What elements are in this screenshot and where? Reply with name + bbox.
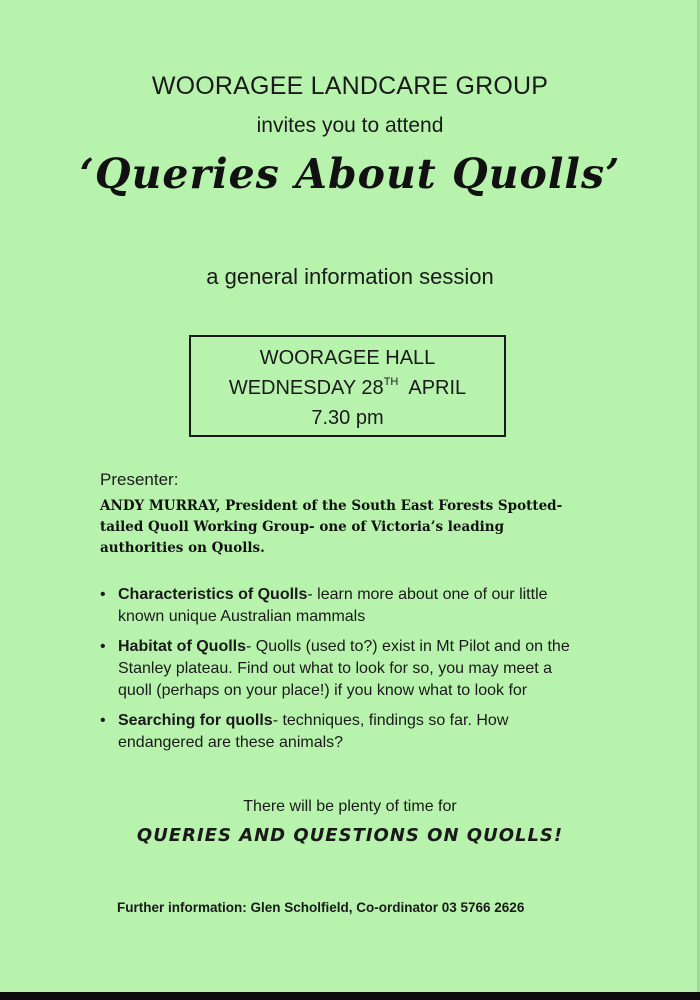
further-information: Further information: Glen Scholfield, Co-ordinator 03 5766 2626 [117, 900, 525, 915]
event-day: WEDNESDAY 28 [228, 377, 384, 399]
bullet-icon: • [100, 638, 106, 655]
event-subtitle: a general information session [206, 264, 494, 289]
event-details-box [189, 335, 506, 437]
list-item [100, 636, 590, 702]
bullet-icon: • [100, 712, 106, 729]
closing-callout: QUERIES AND QUESTIONS ON QUOLLS! [136, 825, 564, 846]
closing-line: There will be plenty of time for [243, 798, 457, 815]
organisation-name: WOORAGEE LANDCARE GROUP [151, 72, 549, 100]
event-title: ‘Queries About Quolls’ [79, 150, 621, 198]
event-month: APRIL [408, 377, 467, 399]
event-date [191, 373, 504, 403]
topic-heading: Searching for quolls [118, 712, 273, 729]
list-item [100, 710, 590, 754]
invite-line: invites you to attend [256, 114, 444, 137]
topic-text: - Quolls (used to?) exist in Mt Pilot and on the Stanley plateau. Find out what to look for so, you may meet a quoll (perhaps on your place!) if you know what to look for [118, 638, 570, 699]
scan-edge-bottom [0, 992, 700, 1000]
event-day-suffix: TH [383, 376, 399, 388]
bullet-icon: • [100, 586, 106, 603]
topic-list [100, 584, 590, 762]
topic-text: - techniques, findings so far. How endangered are these animals? [118, 712, 509, 751]
topic-heading: Habitat of Quolls [118, 638, 246, 655]
presenter-label: Presenter: [100, 470, 179, 489]
event-venue: WOORAGEE HALL [259, 347, 436, 369]
presenter-description: ANDY MURRAY, President of the South East Forests Spotted-tailed Quoll Working Group- one of Victoria’s leading authorities on Quolls. [100, 498, 563, 556]
topic-heading: Characteristics of Quolls [118, 586, 308, 603]
topic-text: - learn more about one of our little known unique Australian mammals [118, 586, 548, 625]
event-time: 7.30 pm [311, 407, 384, 429]
list-item [100, 584, 590, 628]
